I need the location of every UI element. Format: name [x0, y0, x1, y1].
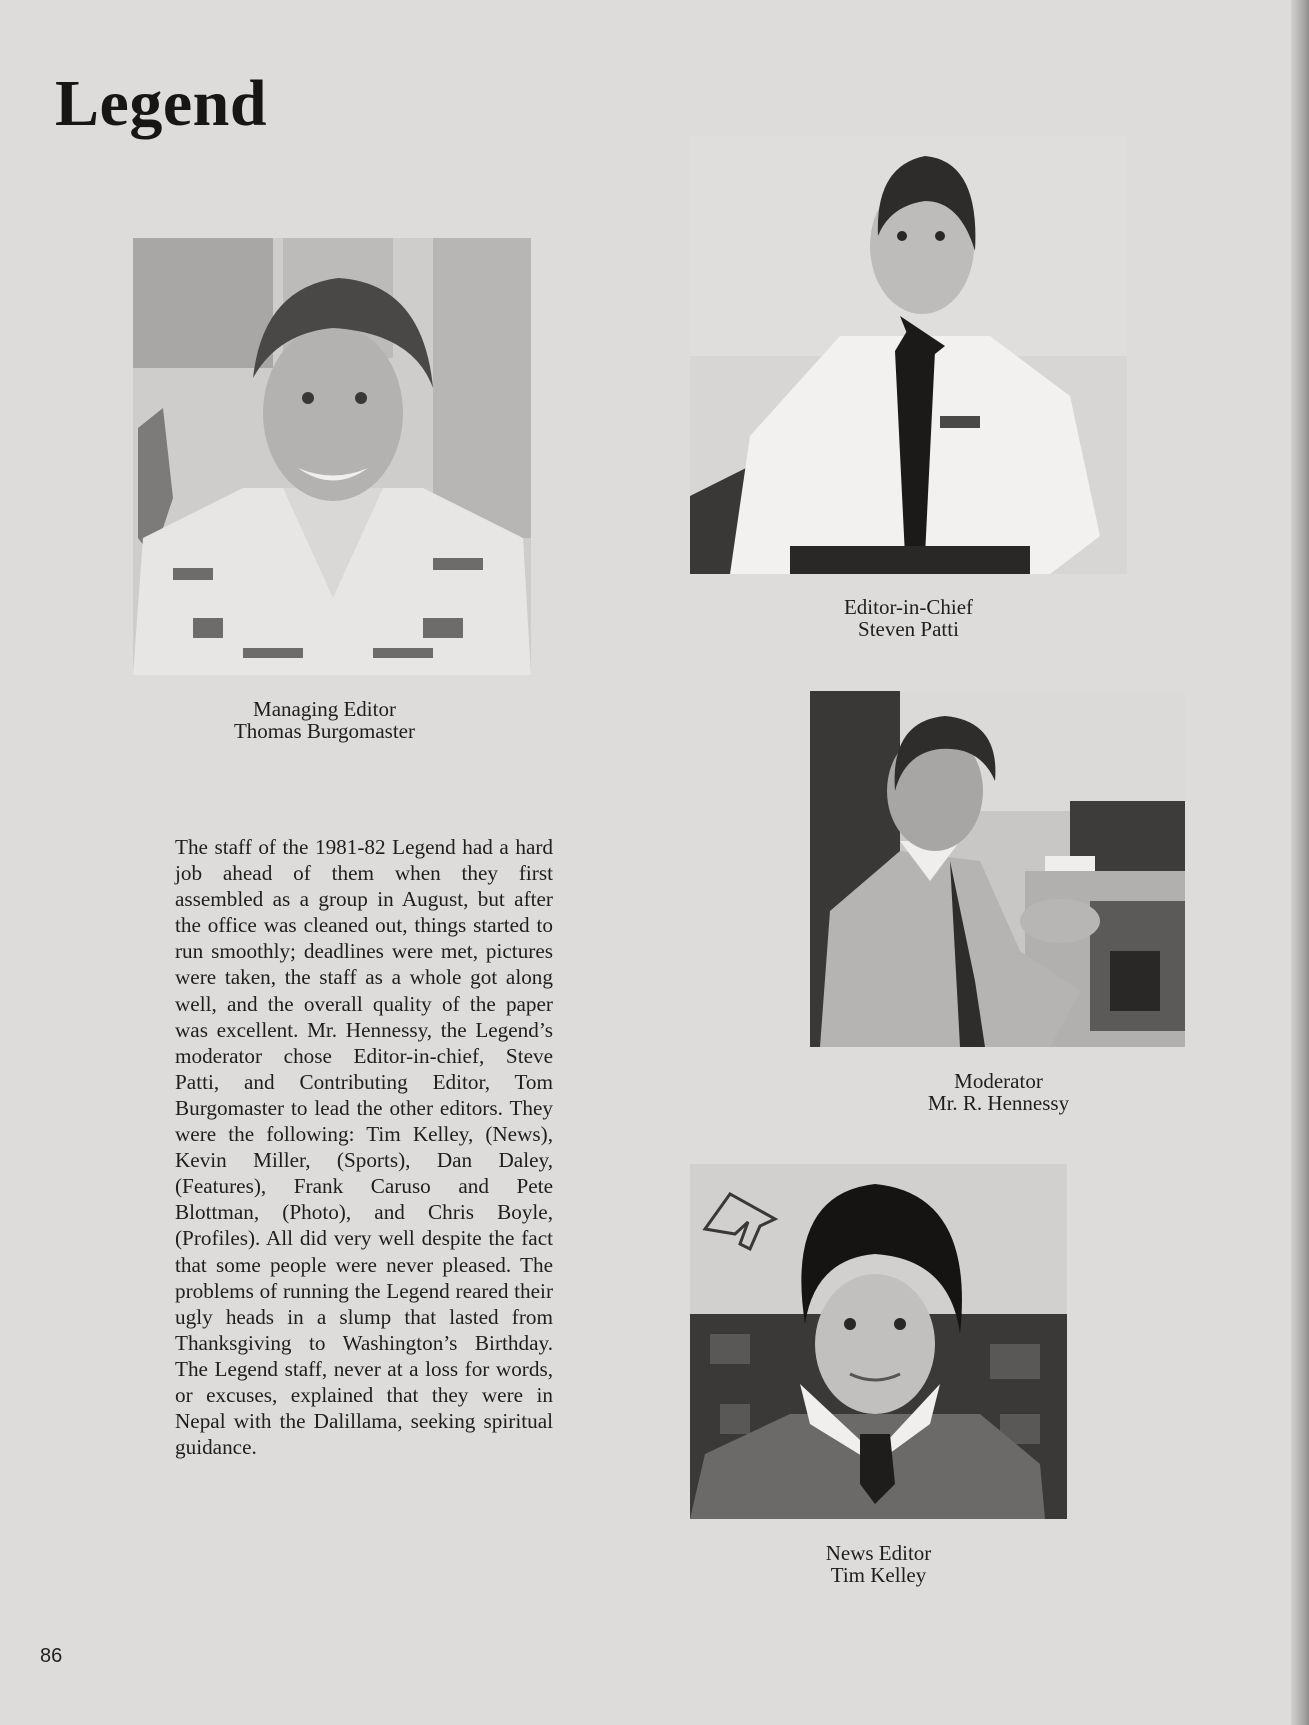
caption-role: News Editor — [825, 1541, 932, 1565]
caption-managing-editor — [163, 698, 486, 742]
page-number: 86 — [40, 1645, 63, 1667]
caption-moderator — [845, 1070, 1152, 1114]
portrait-graphic — [690, 136, 1127, 574]
caption-role: Editor-in-Chief — [843, 595, 974, 619]
page-edge — [1291, 0, 1309, 1725]
caption-role: Moderator — [954, 1069, 1043, 1093]
article-body: The staff of the 1981-82 Legend had a hard job ahead of them when they first assembled as a group in August, but after the office was cleaned out, things started to run smoothly; deadlines were met, pictures were taken, the staff as a whole got along well, and the overall quality of the paper was excellent. Mr. Hennessy, the Legend’s moderator chose Editor-in-chief, Steve Patti, and Contributing Editor, Tom Burgomaster to lead the other editors. They were the following: Tim Kelley, (News), Kevin Miller, (Sports), Dan Daley, (Features), Frank Caruso and Pete Blottman, (Photo), and Chris Boyle, (Profiles). All did very well despite the fact that some people were never pleased. The problems of running the Legend reared their ugly heads in a slump that lasted from Thanksgiving to Washington’s Birthday. The Legend staff, never at a loss for words, or excuses, explained that they were in Nepal with the Dalillama, seeking spiritual guidance. — [175, 835, 553, 1460]
caption-editor-in-chief — [770, 596, 1047, 640]
portrait-graphic — [810, 691, 1185, 1047]
caption-name: Mr. R. Hennessy — [927, 1091, 1070, 1115]
photo-moderator — [810, 691, 1185, 1047]
photo-managing-editor — [133, 238, 531, 675]
caption-name: Thomas Burgomaster — [233, 719, 415, 743]
photo-editor-in-chief — [690, 136, 1127, 574]
caption-name: Steven Patti — [858, 617, 959, 641]
caption-news-editor — [730, 1542, 1027, 1586]
page-title: Legend — [55, 67, 268, 140]
caption-role: Managing Editor — [253, 697, 396, 721]
portrait-graphic — [133, 238, 531, 675]
portrait-graphic — [690, 1164, 1067, 1519]
caption-name: Tim Kelley — [830, 1563, 927, 1587]
photo-news-editor — [690, 1164, 1067, 1519]
bleed-through-text — [985, 78, 1245, 130]
